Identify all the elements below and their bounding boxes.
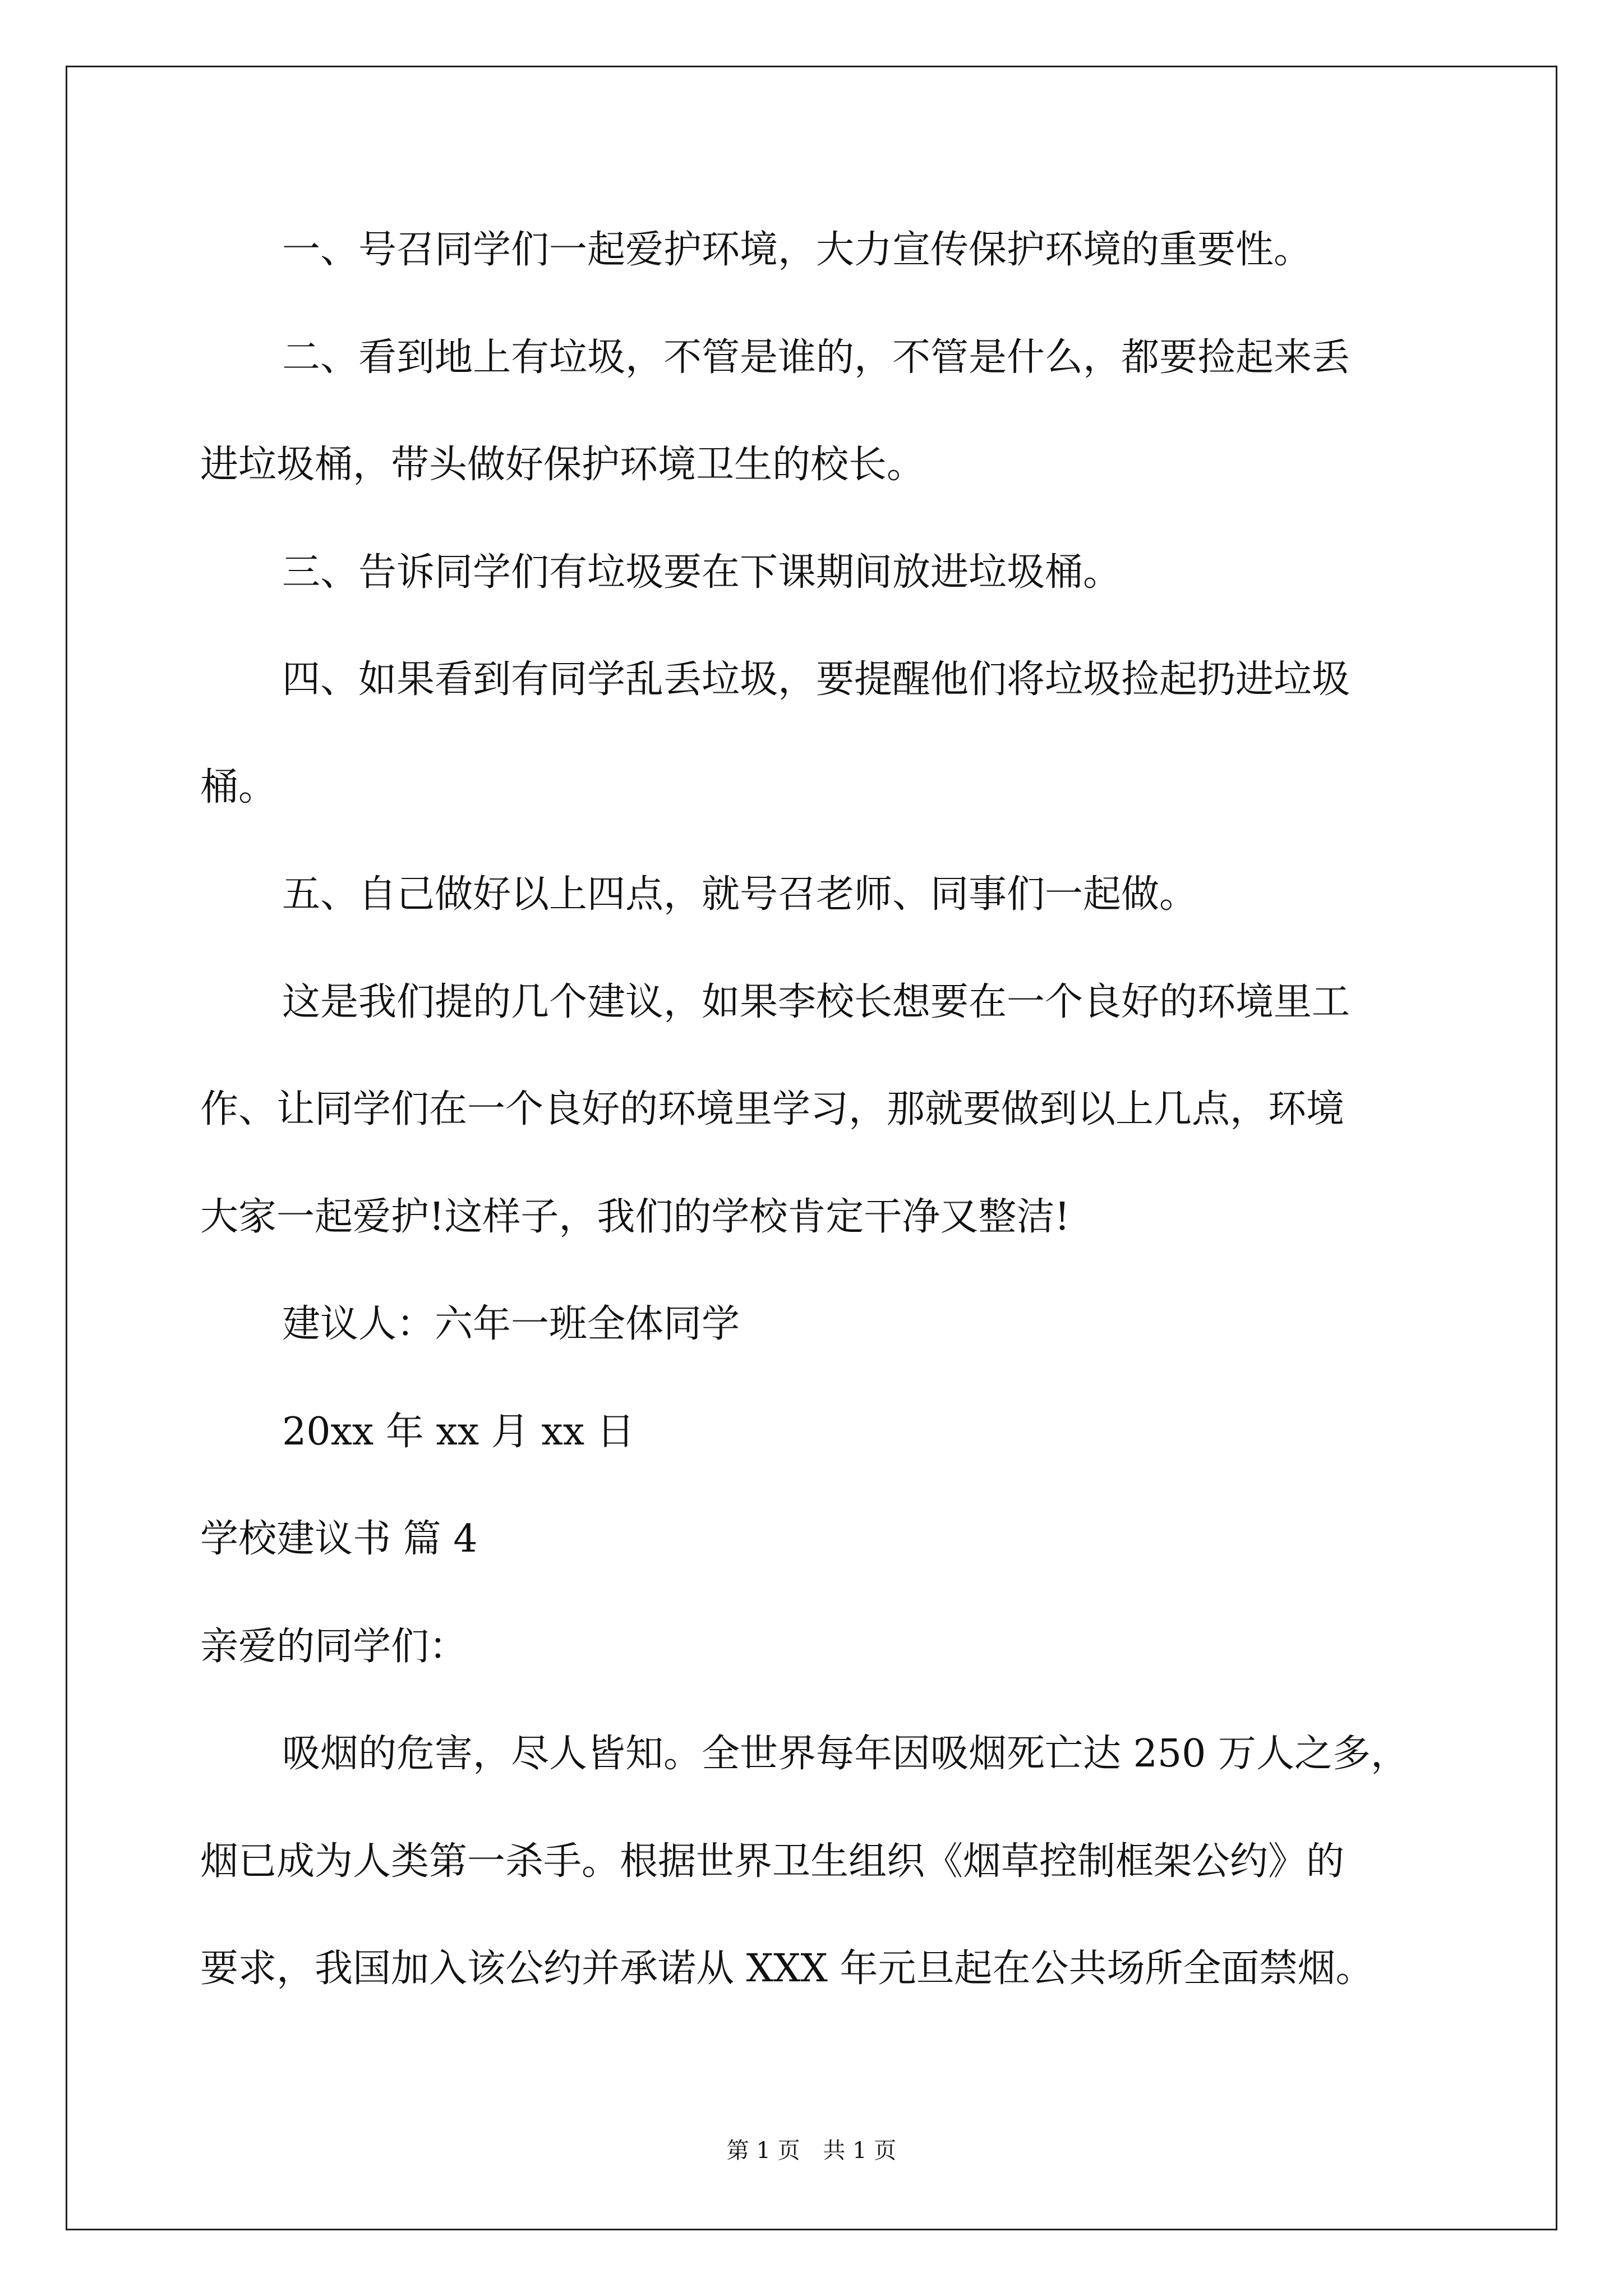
suggestion-4-line-1: 四、如果看到有同学乱丢垃圾，要提醒他们将垃圾捡起扔进垃圾: [282, 657, 1350, 702]
salutation: 亲爱的同学们：: [200, 1625, 468, 1669]
signature: 建议人：六年一班全体同学: [282, 1302, 740, 1346]
page-total: 共 1 页: [823, 2138, 897, 2164]
suggestion-1: 一、号召同学们一起爱护环境，大力宣传保护环境的重要性。: [282, 228, 1312, 272]
conclusion-line-3: 大家一起爱护!这样子，我们的学校肯定干净又整洁!: [200, 1195, 1070, 1239]
section-heading: 学校建议书 篇 4: [200, 1517, 478, 1561]
suggestion-3: 三、告诉同学们有垃圾要在下课期间放进垃圾桶。: [282, 550, 1122, 595]
suggestion-2-line-1: 二、看到地上有垃圾，不管是谁的，不管是什么，都要捡起来丢: [282, 335, 1350, 380]
page-frame: [66, 66, 1557, 2230]
page-footer: [0, 2133, 1623, 2165]
body-line-3: 要求，我国加入该公约并承诺从 XXX 年元旦起在公共场所全面禁烟。: [200, 1947, 1374, 1991]
body-line-2: 烟已成为人类第一杀手。根据世界卫生组织《烟草控制框架公约》的: [200, 1839, 1345, 1884]
suggestion-4-line-2: 桶。: [200, 765, 277, 809]
suggestion-5: 五、自己做好以上四点，就号召老师、同事们一起做。: [282, 872, 1198, 917]
date: 20xx 年 xx 月 xx 日: [282, 1410, 635, 1454]
conclusion-line-1: 这是我们提的几个建议，如果李校长想要在一个良好的环境里工: [282, 980, 1350, 1024]
conclusion-line-2: 作、让同学们在一个良好的环境里学习，那就要做到以上几点，环境: [200, 1087, 1345, 1131]
body-line-1: 吸烟的危害，尽人皆知。全世界每年因吸烟死亡达 250 万人之多，: [282, 1732, 1409, 1776]
suggestion-2-line-2: 进垃圾桶，带头做好保护环境卫生的校长。: [200, 443, 925, 487]
page-number: 第 1 页: [726, 2138, 800, 2164]
